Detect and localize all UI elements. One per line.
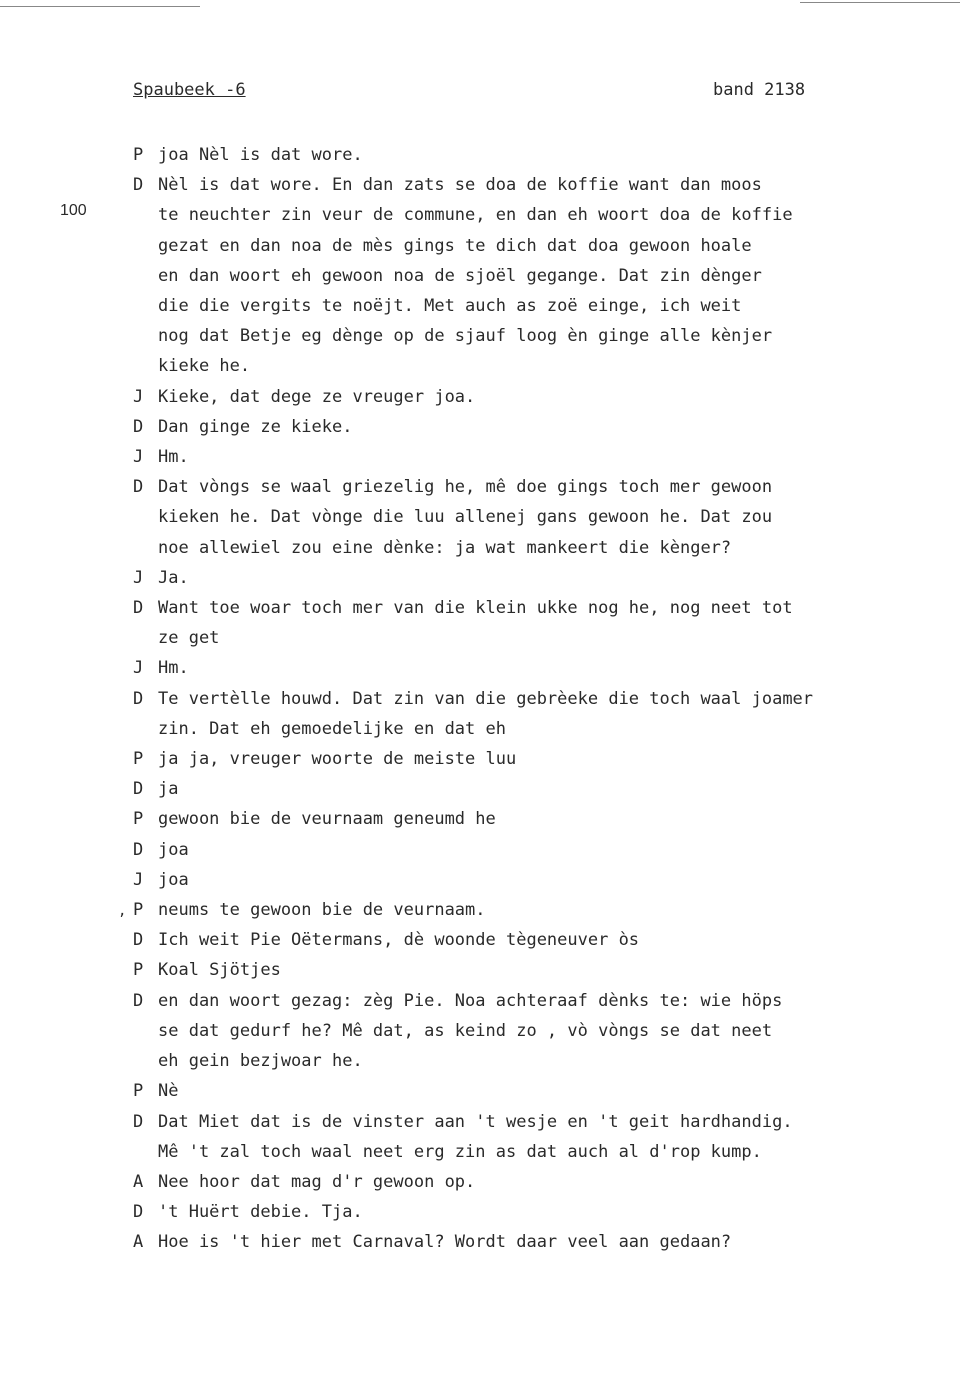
- band-number: band 2138: [713, 80, 806, 100]
- utterance-text: Dat vòngs se waal griezelig he, mê doe gings toch mer gewoon: [158, 477, 773, 498]
- transcript-line: [133, 684, 953, 714]
- margin-line-number: 100: [60, 202, 87, 219]
- transcript-line: [133, 442, 953, 472]
- speaker-label: [133, 200, 158, 230]
- utterance-text: se dat gedurf he? Mê dat, as keind zo , vò vòngs se dat neet: [158, 1020, 773, 1041]
- speaker-label: D: [133, 598, 144, 619]
- utterance-text: Nee hoor dat mag d'r gewoon op.: [158, 1171, 476, 1192]
- transcript-line: [133, 986, 953, 1016]
- utterance-text: noe allewiel zou eine dènke: ja wat mankeert die kènger?: [158, 537, 732, 558]
- utterance-text: Hoe is 't hier met Carnaval? Wordt daar veel aan gedaan?: [158, 1232, 732, 1253]
- transcript-line: [133, 1016, 953, 1046]
- transcript-line: [133, 1076, 953, 1106]
- transcript-line: [133, 895, 953, 925]
- speaker-label: P: [133, 145, 144, 165]
- transcript-line: [133, 472, 953, 502]
- speaker-label: D: [133, 477, 144, 498]
- transcript-line: [133, 1137, 953, 1167]
- utterance-text: ja ja, vreuger woorte de meiste luu: [158, 749, 517, 770]
- speaker-label: A: [133, 1232, 144, 1253]
- speaker-label: D: [133, 1202, 144, 1223]
- utterance-text: Ich weit Pie Oëtermans, dè woonde tègeneuver òs: [158, 930, 640, 951]
- speaker-label: J: [133, 567, 144, 588]
- utterance-text: en dan woort eh gewoon noa de sjoël gegange. Dat zin dènger: [158, 265, 762, 286]
- utterance-text: Hm.: [158, 658, 189, 679]
- transcript-line: [133, 321, 953, 351]
- utterance-text: Kieke, dat dege ze vreuger joa.: [158, 386, 476, 407]
- top-left-rule: [0, 6, 200, 7]
- speaker-label: [133, 321, 158, 351]
- transcript: [133, 140, 953, 1258]
- speaker-label: J: [133, 447, 144, 468]
- speaker-label: D: [133, 779, 144, 800]
- transcript-line: [133, 1227, 953, 1257]
- utterance-text: Nèl is dat wore. En dan zats se doa de koffie want dan moos: [158, 175, 762, 196]
- utterance-text: Hm.: [158, 447, 189, 468]
- utterance-text: Dat Miet dat is de vinster aan 't wesje en 't geit hardhandig.: [158, 1111, 793, 1132]
- transcript-line: [133, 1046, 953, 1076]
- speaker-label: J: [133, 658, 144, 679]
- transcript-line: [133, 714, 953, 744]
- speaker-label: J: [133, 869, 144, 890]
- transcript-line: [133, 623, 953, 653]
- utterance-text: gezat en dan noa de mès gings te dich dat doa gewoon hoale: [158, 235, 752, 256]
- utterance-text: Want toe woar toch mer van die klein ukke nog he, nog neet tot: [158, 598, 793, 619]
- utterance-text: joa Nèl is dat wore.: [158, 145, 363, 165]
- transcript-line: [133, 261, 953, 291]
- transcript-line: [133, 291, 953, 321]
- speaker-label: D: [133, 175, 144, 196]
- utterance-text: nog dat Betje eg dènge op de sjauf loog èn ginge alle kènjer: [158, 326, 773, 347]
- location-title: Spaubeek -6: [133, 80, 246, 100]
- transcript-line: [133, 653, 953, 683]
- transcript-line: [133, 955, 953, 985]
- utterance-text: Nè: [158, 1081, 179, 1102]
- transcript-line: [133, 351, 953, 381]
- speaker-label: [133, 351, 158, 381]
- speaker-label: D: [133, 416, 144, 437]
- transcript-line: [133, 231, 953, 261]
- transcript-line: [133, 533, 953, 563]
- transcript-line: [133, 593, 953, 623]
- transcript-line: [133, 140, 953, 170]
- utterance-text: zin. Dat eh gemoedelijke en dat eh: [158, 718, 506, 739]
- speaker-label: D: [133, 990, 144, 1011]
- utterance-text: Dan ginge ze kieke.: [158, 416, 353, 437]
- utterance-text: Mê 't zal toch waal neet erg zin as dat auch al d'rop kump.: [158, 1141, 762, 1162]
- transcript-line: [133, 1167, 953, 1197]
- utterance-text: kieke he.: [158, 356, 251, 377]
- top-right-rule: [800, 2, 960, 3]
- transcript-line: [133, 925, 953, 955]
- transcript-line: [133, 1197, 953, 1227]
- utterance-text: Te vertèlle houwd. Dat zin van die gebrèeke die toch waal joamer: [158, 688, 814, 709]
- utterance-text: die die vergits te noëjt. Met auch as zoë einge, ich weit: [158, 296, 742, 317]
- transcript-line: [133, 774, 953, 804]
- speaker-label: P: [133, 749, 144, 770]
- utterance-text: joa: [158, 869, 189, 890]
- speaker-label: [133, 1046, 158, 1076]
- utterance-text: te neuchter zin veur de commune, en dan eh woort doa de koffie: [158, 205, 793, 226]
- page-header: [133, 80, 833, 106]
- speaker-label: [133, 291, 158, 321]
- speaker-label: [133, 231, 158, 261]
- utterance-text: ja: [158, 779, 179, 800]
- utterance-text: Koal Sjötjes: [158, 960, 281, 981]
- transcript-line: [133, 382, 953, 412]
- transcript-line: [133, 865, 953, 895]
- utterance-text: joa: [158, 839, 189, 860]
- speaker-label: [133, 623, 158, 653]
- utterance-text: ze get: [158, 628, 220, 649]
- speaker-label: D: [133, 688, 144, 709]
- transcript-line: [133, 412, 953, 442]
- transcript-line: [133, 502, 953, 532]
- speaker-label: D: [133, 839, 144, 860]
- speaker-label: [133, 533, 158, 563]
- utterance-text: eh gein bezjwoar he.: [158, 1051, 363, 1072]
- speaker-label: [133, 714, 158, 744]
- speaker-label: [133, 502, 158, 532]
- transcript-line: [133, 170, 953, 200]
- margin-mark: ,: [118, 903, 127, 919]
- utterance-text: 't Huërt debie. Tja.: [158, 1202, 363, 1223]
- transcript-line: [133, 804, 953, 834]
- transcript-line: [133, 744, 953, 774]
- speaker-label: D: [133, 930, 144, 951]
- speaker-label: P: [133, 900, 144, 921]
- speaker-label: [133, 1016, 158, 1046]
- transcript-line: [133, 835, 953, 865]
- speaker-label: P: [133, 809, 144, 830]
- speaker-label: A: [133, 1171, 144, 1192]
- transcript-line: [133, 1107, 953, 1137]
- speaker-label: D: [133, 1111, 144, 1132]
- speaker-label: [133, 261, 158, 291]
- utterance-text: en dan woort gezag: zèg Pie. Noa achteraaf dènks te: wie höps: [158, 990, 783, 1011]
- utterance-text: kieken he. Dat vònge die luu allenej gans gewoon he. Dat zou: [158, 507, 773, 528]
- utterance-text: neums te gewoon bie de veurnaam.: [158, 900, 486, 921]
- transcript-line: [133, 200, 953, 230]
- speaker-label: P: [133, 1081, 144, 1102]
- speaker-label: J: [133, 386, 144, 407]
- utterance-text: Ja.: [158, 567, 189, 588]
- speaker-label: P: [133, 960, 144, 981]
- utterance-text: gewoon bie de veurnaam geneumd he: [158, 809, 496, 830]
- speaker-label: [133, 1137, 158, 1167]
- transcript-line: [133, 563, 953, 593]
